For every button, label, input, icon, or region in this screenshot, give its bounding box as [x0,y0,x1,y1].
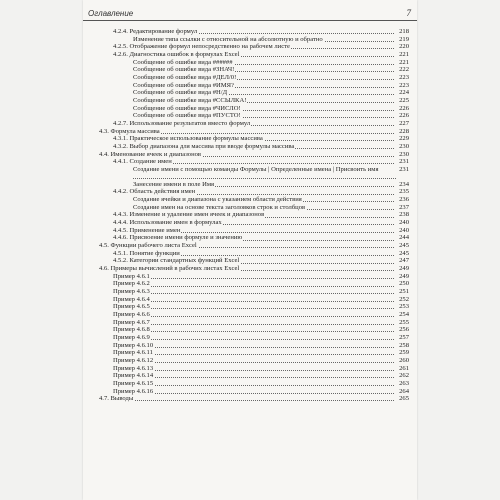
toc-entry-page: 220 [394,43,409,51]
toc-entry[interactable] [93,43,409,51]
toc-entry[interactable] [93,250,409,258]
toc-entry-title: 4.2.5. Отображение формул непосредственно на рабочем листе [113,43,290,51]
toc-entry-page: 250 [394,280,409,288]
toc-entry[interactable] [93,89,409,97]
toc-entry[interactable] [93,181,409,189]
toc-entry[interactable] [93,349,409,357]
toc-entry[interactable] [93,296,409,304]
toc-entry[interactable] [93,265,409,273]
toc-entry-title: Пример 4.6.16 [113,387,154,395]
toc-entry[interactable] [93,395,409,403]
toc-entry-title: 4.5.1. Понятие функции [113,249,180,257]
toc-entry-title: 4.5.2. Категории стандартных функций Excel [113,257,240,265]
toc-entry[interactable] [93,319,409,327]
toc-entry[interactable] [93,365,409,373]
toc-entry[interactable] [93,357,409,365]
toc-entry-title: 4.3.1. Практическое использование формулы массива [113,135,263,143]
toc-entry[interactable] [93,188,409,196]
leader-dots [113,286,396,287]
toc-entry-page: 255 [394,319,409,327]
toc-entry[interactable] [93,166,409,181]
toc-entry-title: Пример 4.6.4 [113,295,150,303]
toc-entry-page: 219 [394,36,409,44]
toc-entry-page: 259 [394,349,409,357]
toc-entry[interactable] [93,273,409,281]
toc-entry[interactable] [93,82,409,90]
toc-entry-page: 265 [394,395,409,403]
leader-dots [113,339,396,340]
toc-entry-title: Сообщение об ошибке вида #ССЫЛКА! [133,96,247,104]
toc-entry-title: Сообщение об ошибке вида #Н/Д [133,89,228,97]
leader-dots [113,377,396,378]
toc-entry[interactable] [93,211,409,219]
toc-entry-page: 222 [394,66,409,74]
table-of-contents [93,28,409,403]
toc-entry-page: 240 [394,219,409,227]
toc-entry-page: 247 [394,257,409,265]
toc-entry-title: 4.7. Выводы [99,395,134,403]
toc-entry-page: 264 [394,388,409,396]
toc-entry-title: 4.6. Примеры вычислений в рабочих листах Excel [99,265,240,273]
toc-entry-title: Сообщение об ошибке вида #ЧИСЛО! [133,104,241,112]
toc-entry-page: 218 [394,28,409,36]
toc-entry[interactable] [93,51,409,59]
toc-entry-title: 4.4.4. Использование имен в формулах [113,219,222,227]
toc-entry[interactable] [93,59,409,67]
toc-entry-page: 225 [394,97,409,105]
toc-entry-page: 251 [394,288,409,296]
toc-entry-page: 227 [394,120,409,128]
toc-entry-page: 261 [394,365,409,373]
toc-entry-title: Пример 4.6.9 [113,333,150,341]
toc-entry-page: 223 [394,74,409,82]
toc-entry[interactable] [93,234,409,242]
toc-entry-title: Пример 4.6.14 [113,372,154,380]
toc-entry-title: 4.4. Именование ячеек и диапазонов [99,150,202,158]
toc-entry-title: Пример 4.6.6 [113,310,150,318]
toc-entry-title: Занесение имени в поле Имя [133,180,215,188]
toc-entry-page: 237 [394,204,409,212]
toc-entry-title: Пример 4.6.10 [113,341,154,349]
toc-entry-title: Пример 4.6.13 [113,364,154,372]
toc-entry[interactable] [93,36,409,44]
toc-entry-title: 4.4.6. Присвоение имени формуле и значению [113,234,243,242]
toc-entry[interactable] [93,196,409,204]
toc-entry-title: Создание имен на основе текста заголовков строк и столбцов [133,203,306,211]
book-page [83,0,417,500]
toc-entry-title: Пример 4.6.15 [113,379,154,387]
toc-entry-title: Пример 4.6.12 [113,356,154,364]
toc-entry-page: 262 [394,372,409,380]
toc-entry[interactable] [93,303,409,311]
toc-entry-title: 4.2.6. Диагностика ошибок в формулах Excel [113,50,240,58]
toc-entry-title: 4.2.4. Редактирование формул [113,28,198,35]
leader-dots [113,393,396,394]
toc-entry[interactable] [93,97,409,105]
toc-entry[interactable] [93,257,409,265]
toc-entry-title: Пример 4.6.5 [113,303,150,311]
leader-dots [113,324,396,325]
leader-dots [113,308,396,309]
toc-entry-title: 4.4.3. Изменение и удаление имен ячеек и диапазонов [113,211,265,219]
toc-entry-title: Пример 4.6.2 [113,280,150,288]
toc-entry[interactable] [93,380,409,388]
toc-entry-page: 249 [394,273,409,281]
toc-entry[interactable] [93,28,409,36]
toc-entry[interactable] [93,242,409,250]
toc-entry[interactable] [93,105,409,113]
toc-entry-title: Создание ячейки и диапазона с указанием области действия [133,196,302,204]
toc-entry-page: 235 [394,188,409,196]
toc-entry[interactable] [93,112,409,120]
toc-entry-title: Сообщение об ошибке вида #ИМЯ? [133,81,234,89]
toc-entry-page: 258 [394,342,409,350]
toc-entry-title: Пример 4.6.3 [113,288,150,295]
toc-entry[interactable] [93,128,409,136]
toc-entry-page: 257 [394,334,409,342]
toc-entry-page: 230 [394,151,409,159]
leader-dots [113,347,396,348]
toc-entry-title: Пример 4.6.8 [113,326,150,334]
toc-entry-page: 244 [394,234,409,242]
toc-entry-page: 221 [394,59,409,67]
toc-entry-title: 4.3.2. Выбор диапазона для массива при вводе формулы массива [113,142,295,150]
toc-entry-page: 238 [394,211,409,219]
toc-entry-page: 245 [394,250,409,258]
toc-entry-page: 231 [394,158,409,166]
toc-entry-title: Создание имени с помощью команды Формулы | Определенные имена | Присвоить имя [133,166,404,174]
toc-entry[interactable] [93,288,409,296]
toc-entry[interactable] [93,388,409,396]
toc-entry-title: Пример 4.6.7 [113,318,150,326]
toc-entry-title: 4.4.5. Применение имен [113,226,181,234]
toc-entry-title: 4.5. Функции рабочего листа Excel [99,242,197,250]
toc-entry[interactable] [93,158,409,166]
leader-dots [133,178,396,179]
toc-entry[interactable] [93,311,409,319]
toc-entry-page: 245 [394,242,409,250]
toc-entry[interactable] [93,280,409,288]
toc-entry-title: Изменение типа ссылки с относительной на абсолютную и обратно [133,35,323,43]
toc-entry[interactable] [93,326,409,334]
leader-dots [113,362,396,363]
leader-dots [113,385,396,386]
toc-entry-page: 221 [394,51,409,59]
toc-entry-page: 230 [394,143,409,151]
toc-entry-page: 226 [394,105,409,113]
toc-entry-page: 249 [394,265,409,273]
toc-entry-page: 231 [394,166,409,174]
toc-entry[interactable] [93,151,409,159]
toc-entry[interactable] [93,204,409,212]
leader-dots [113,316,396,317]
leader-dots [113,354,396,355]
toc-entry[interactable] [93,219,409,227]
toc-entry-title: Сообщение об ошибке вида #ЗНАЧ! [133,66,235,74]
toc-entry[interactable] [93,143,409,151]
leader-dots [113,301,396,302]
toc-entry[interactable] [93,227,409,235]
leader-dots [113,331,396,332]
toc-entry-title: Пример 4.6.11 [113,349,153,357]
toc-entry-page: 240 [394,227,409,235]
toc-entry-title: Сообщение об ошибке вида #ДЕЛ/0! [133,73,237,81]
toc-entry-page: 260 [394,357,409,365]
page-number: 7 [406,8,411,18]
toc-entry-page: 224 [394,89,409,97]
header-title: Оглавление [88,9,134,18]
running-header [83,8,417,21]
toc-entry-page: 252 [394,296,409,304]
toc-entry-page: 228 [394,128,409,136]
toc-entry-page: 234 [394,181,409,189]
toc-entry[interactable] [93,372,409,380]
leader-dots [113,278,396,279]
toc-entry-title: Пример 4.6.1 [113,272,150,280]
toc-entry[interactable] [93,120,409,128]
toc-entry-title: 4.4.2. Область действия имен [113,188,196,196]
toc-entry-title: 4.4.1. Создание имен [113,158,172,166]
leader-dots [113,293,396,294]
toc-entry-page: 254 [394,311,409,319]
toc-entry-page: 236 [394,196,409,204]
toc-entry-title: Сообщение об ошибке вида ###### [133,58,233,66]
toc-entry-title: Сообщение об ошибке вида #ПУСТО! [133,112,241,120]
toc-entry-page: 223 [394,82,409,90]
toc-entry[interactable] [93,74,409,82]
toc-entry-page: 253 [394,303,409,311]
toc-entry-page: 256 [394,326,409,334]
leader-dots [113,370,396,371]
toc-entry-page: 226 [394,112,409,120]
leader-dots [99,400,396,401]
toc-entry[interactable] [93,342,409,350]
toc-entry[interactable] [93,334,409,342]
toc-entry-page: 263 [394,380,409,388]
toc-entry[interactable] [93,66,409,74]
toc-entry-title: 4.3. Формула массива [99,127,160,135]
toc-entry-title: 4.2.7. Использование результатов вместо формул [113,119,251,127]
toc-entry[interactable] [93,135,409,143]
toc-entry-page: 229 [394,135,409,143]
